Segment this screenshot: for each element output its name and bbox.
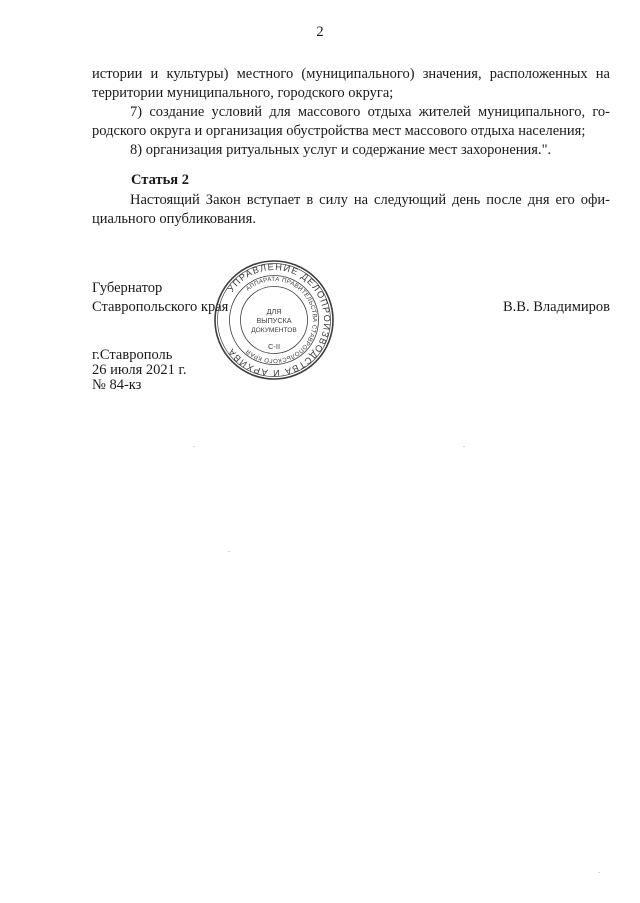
governor-title bbox=[92, 279, 228, 317]
governor-title-line1: Губернатор bbox=[92, 280, 163, 296]
law-number: № 84-кз bbox=[92, 377, 142, 393]
paragraph-history-culture: истории и культуры) местного (муниципального) значения, расположенных на bbox=[92, 66, 610, 82]
paragraph-item-8: 8) организация ритуальных услуг и содержание мест захоронения.". bbox=[130, 142, 552, 158]
paragraph-entry-into-force-end: циального опубликования. bbox=[92, 211, 256, 227]
governor-title-line2: Ставропольского края bbox=[92, 299, 229, 315]
signing-date: 26 июля 2021 г. bbox=[92, 362, 187, 378]
signing-details bbox=[92, 348, 186, 393]
scan-speck bbox=[598, 872, 600, 873]
paragraph-item-7: 7) создание условий для массового отдыха жителей муниципального, го- bbox=[130, 104, 610, 120]
paragraph-entry-into-force: Настоящий Закон вступает в силу на следующий день после дня его офи- bbox=[130, 192, 610, 208]
article-2-title: Статья 2 bbox=[131, 172, 189, 188]
governor-name: В.В. Владимиров bbox=[503, 299, 610, 315]
stamp-outer-text: УПРАВЛЕНИЕ ДЕЛОПРОИЗВОДСТВА И АРХИВА bbox=[225, 261, 333, 379]
law-text-continuation bbox=[92, 65, 610, 160]
page-number: 2 bbox=[316, 24, 324, 40]
paragraph-item-7-end: родского округа и организация обустройства мест массового отдыха населения; bbox=[92, 123, 586, 139]
stamp-center-line2: ВЫПУСКА bbox=[256, 316, 292, 325]
scan-speck bbox=[463, 446, 465, 447]
stamp-center-line3: ДОКУМЕНТОВ bbox=[251, 327, 297, 334]
stamp-inner-text: АППАРАТА ПРАВИТЕЛЬСТВА СТАВРОПОЛЬСКОГО КРАЯ bbox=[244, 275, 319, 365]
scan-speck bbox=[228, 551, 230, 552]
paragraph-history-culture-end: территории муниципального, городского округа; bbox=[92, 85, 394, 101]
official-stamp bbox=[212, 258, 336, 382]
article-2-text bbox=[92, 191, 610, 229]
stamp-code: С-II bbox=[267, 342, 281, 351]
scan-speck bbox=[193, 446, 195, 447]
stamp-center-line1: ДЛЯ bbox=[266, 307, 282, 316]
signing-city: г.Ставрополь bbox=[92, 347, 173, 363]
